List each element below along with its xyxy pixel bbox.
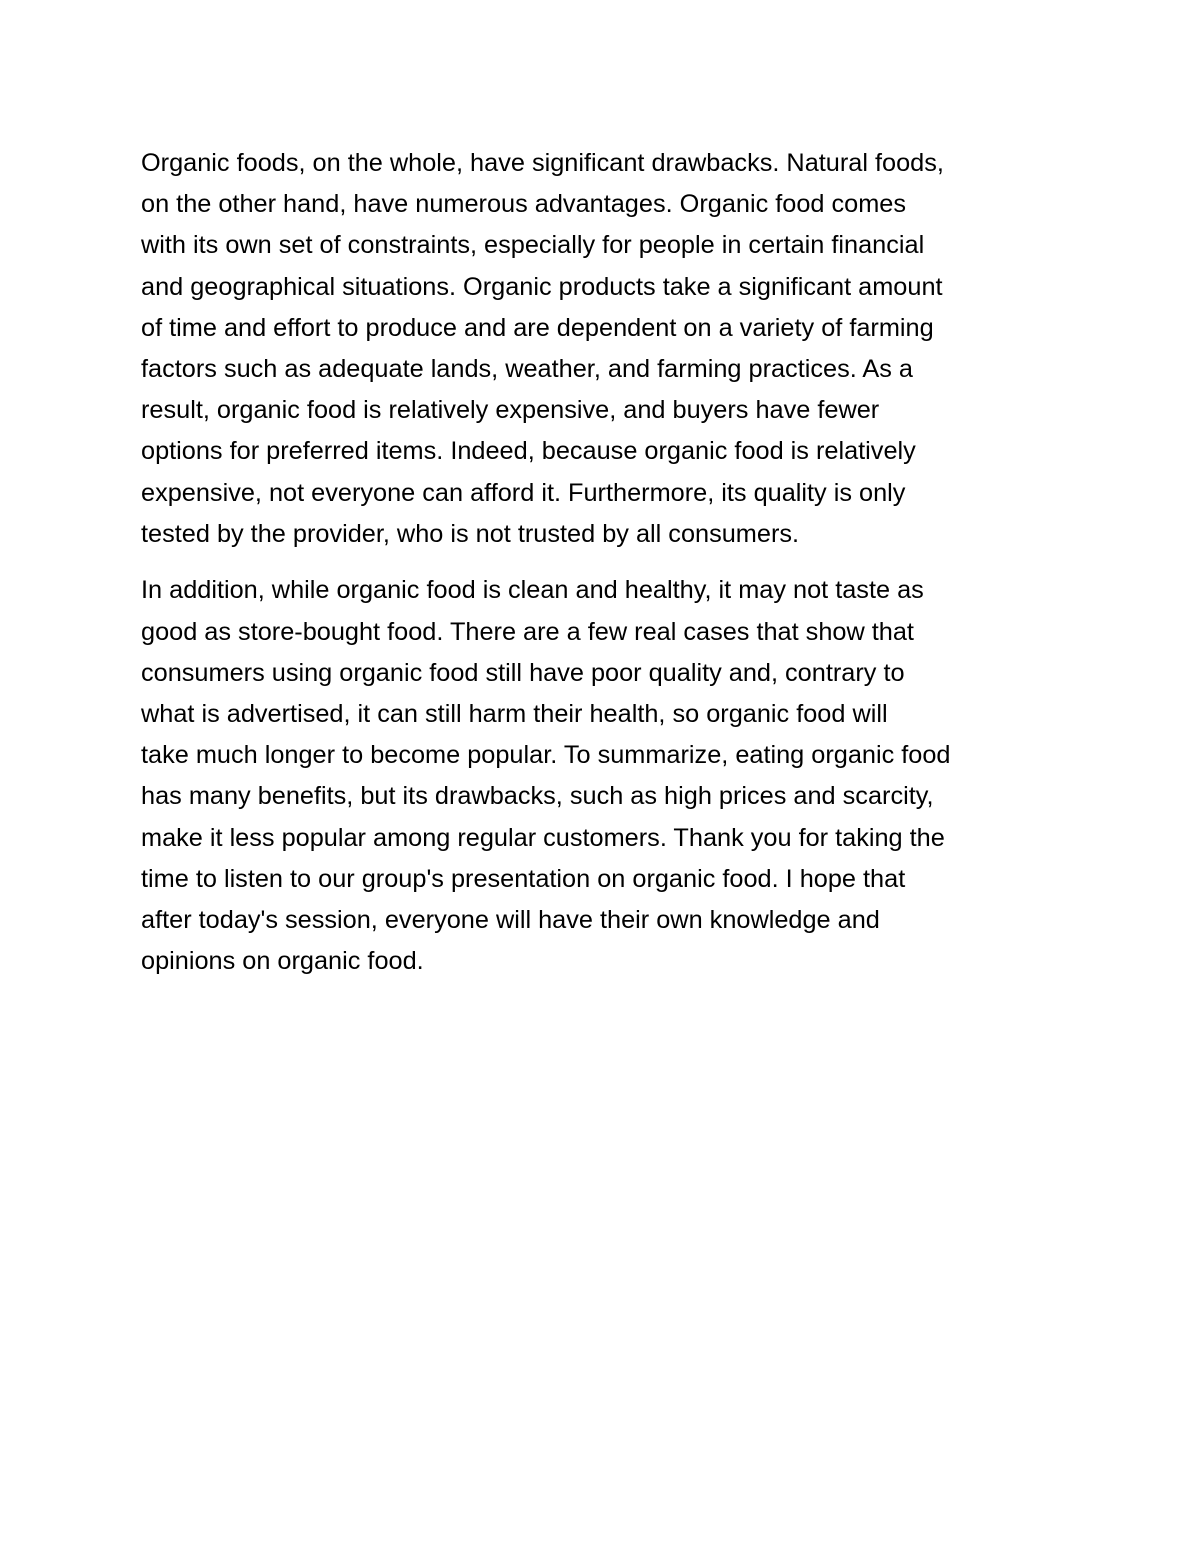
text-line: factors such as adequate lands, weather, and farming practices. As a <box>141 354 913 383</box>
paragraph-2 <box>141 570 1066 982</box>
text-line: good as store-bought food. There are a few real cases that show that <box>141 617 914 646</box>
document-body <box>141 143 1066 982</box>
text-line: result, organic food is relatively expensive, and buyers have fewer <box>141 396 880 425</box>
text-line: tested by the provider, who is not trusted by all consumers. <box>141 519 800 548</box>
text-line: on the other hand, have numerous advantages. Organic food comes <box>141 190 907 219</box>
text-line: what is advertised, it can still harm their health, so organic food will <box>141 699 888 728</box>
text-line: make it less popular among regular customers. Thank you for taking the <box>141 823 945 852</box>
text-line: with its own set of constraints, especially for people in certain financial <box>141 231 925 260</box>
text-line: has many benefits, but its drawbacks, such as high prices and scarcity, <box>141 782 934 811</box>
paragraph-spacing <box>141 555 1066 571</box>
text-line: take much longer to become popular. To summarize, eating organic food <box>141 741 951 770</box>
text-line: opinions on organic food. <box>141 947 424 976</box>
text-line: In addition, while organic food is clean and healthy, it may not taste as <box>141 576 924 605</box>
text-line: expensive, not everyone can afford it. Furthermore, its quality is only <box>141 478 906 507</box>
text-line: and geographical situations. Organic products take a significant amount <box>141 272 943 301</box>
text-line: options for preferred items. Indeed, because organic food is relatively <box>141 437 916 466</box>
text-line: time to listen to our group's presentation on organic food. I hope that <box>141 864 906 893</box>
text-line: Organic foods, on the whole, have significant drawbacks. Natural foods, <box>141 149 944 177</box>
text-line: after today's session, everyone will have their own knowledge and <box>141 905 880 934</box>
paragraph-1 <box>141 143 1066 555</box>
text-line: consumers using organic food still have poor quality and, contrary to <box>141 658 905 687</box>
text-line: of time and effort to produce and are dependent on a variety of farming <box>141 313 934 342</box>
